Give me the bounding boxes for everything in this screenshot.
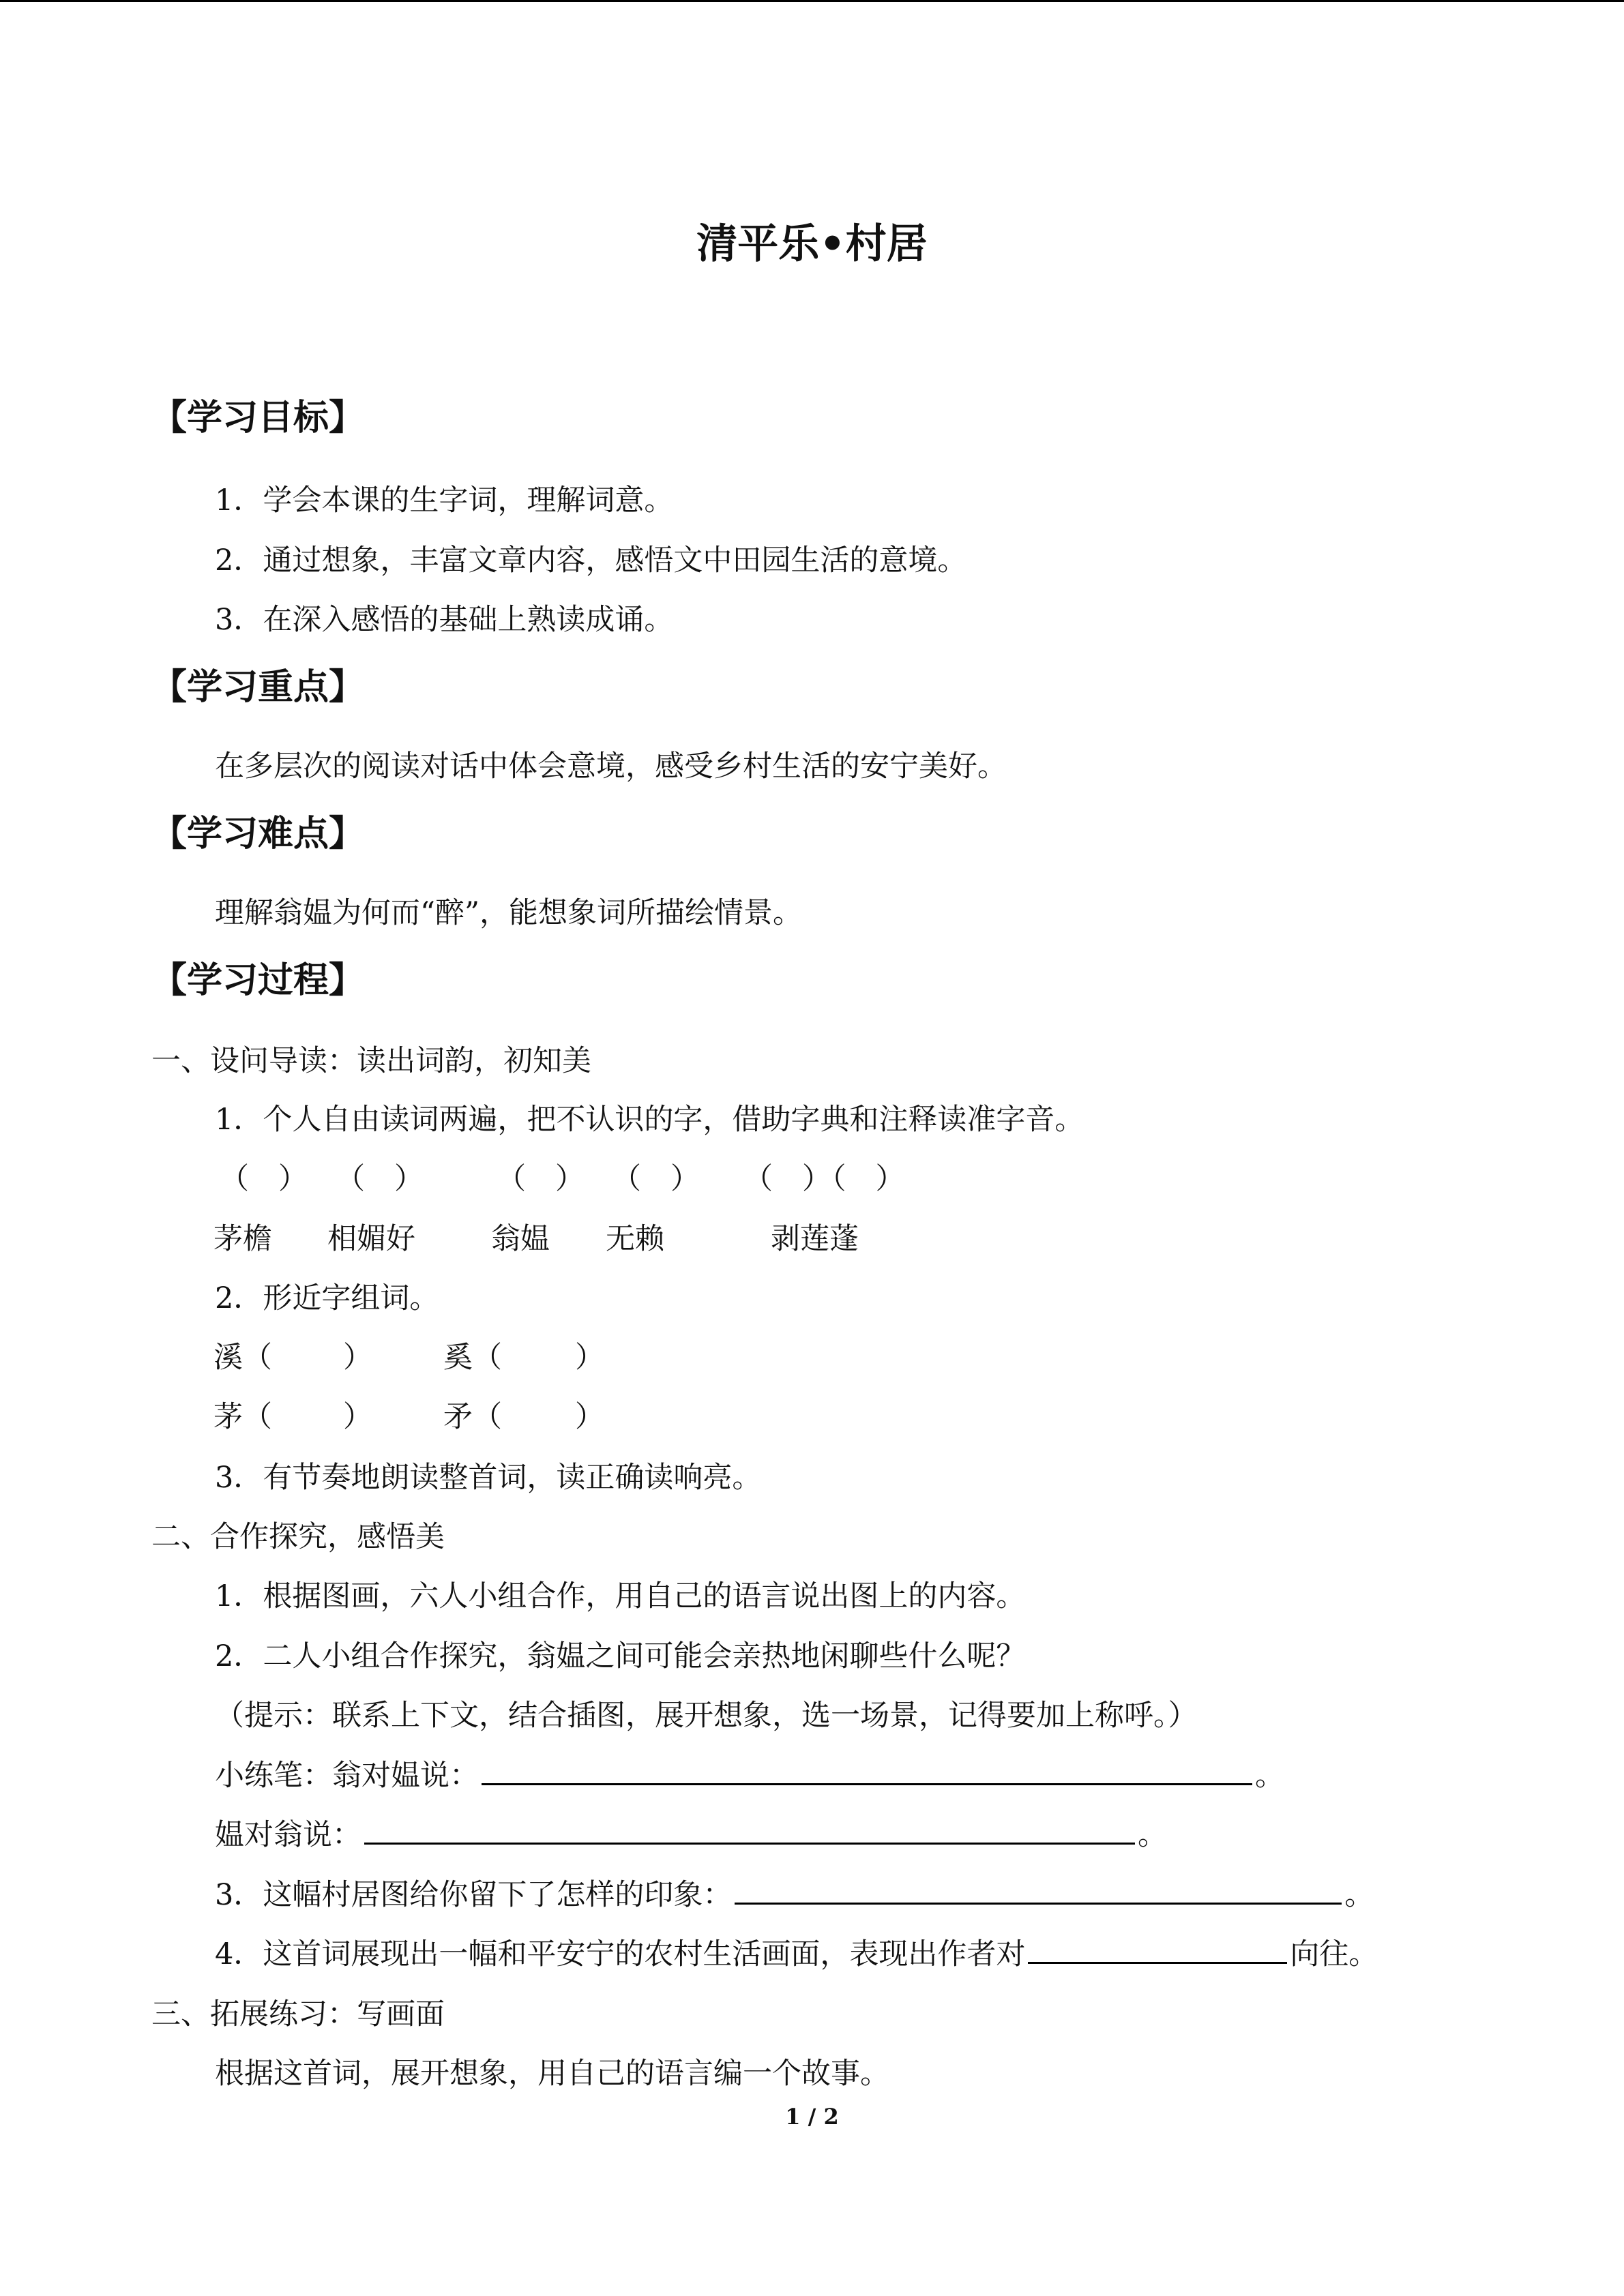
goal-item-2: 2．通过想象，丰富文章内容，感悟文中田园生活的意境。: [215, 543, 967, 578]
section1-q2: 2．形近字组词。: [215, 1281, 439, 1315]
difficulty-text: 理解翁媪为何而“醉”，能想象词所描绘情景。: [215, 896, 802, 930]
pair1-left-open: 溪（: [213, 1341, 272, 1375]
pinyin-paren-4[interactable]: （ ）: [612, 1162, 700, 1196]
section2-q3-line: [215, 1872, 1374, 1913]
section2-q4-start: 4．这首词展现出一幅和平安宁的农村生活画面，表现出作者对: [215, 1937, 1026, 1971]
impression-blank[interactable]: [735, 1878, 1342, 1905]
process-heading: 【学习过程】: [151, 960, 365, 1001]
practice-ao-period: 。: [1138, 1818, 1167, 1852]
word-wulai: 无赖: [606, 1222, 664, 1256]
section2-q3-period: 。: [1344, 1878, 1374, 1912]
pair2-left-close: ）: [343, 1400, 372, 1434]
page-number: 1 / 2: [785, 2104, 839, 2130]
practice-weng-label: 小练笔：翁对媪说：: [215, 1759, 479, 1793]
focus-text: 在多层次的阅读对话中体会意境，感受乡村生活的安宁美好。: [215, 749, 1007, 784]
page-top-border: [0, 0, 1624, 2]
practice-weng-period: 。: [1255, 1759, 1284, 1793]
pinyin-paren-1[interactable]: （ ）: [220, 1162, 308, 1196]
pinyin-paren-3[interactable]: （ ）: [497, 1162, 585, 1196]
page-title: 清平乐•村居: [696, 220, 928, 268]
goal-item-1: 1．学会本课的生字词，理解词意。: [215, 483, 674, 518]
section2-hint: （提示：联系上下文，结合插图，展开想象，选一场景，记得要加上称呼。）: [215, 1699, 1198, 1733]
difficulty-heading: 【学习难点】: [151, 814, 365, 854]
section3-title: 三、拓展练习：写画面: [151, 1997, 445, 2031]
focus-heading: 【学习重点】: [151, 667, 365, 708]
word-xiangmeihao: 相媚好: [327, 1222, 415, 1256]
word-wengao: 翁媪: [491, 1222, 550, 1256]
word-maoyan: 茅檐: [213, 1222, 272, 1256]
section1-q3: 3．有节奏地朗读整首词，读正确读响亮。: [215, 1461, 762, 1495]
section1-title: 一、设问导读：读出词韵，初知美: [151, 1044, 591, 1078]
pinyin-paren-5[interactable]: （ ）（ ）: [743, 1162, 905, 1196]
pinyin-paren-2[interactable]: （ ）: [336, 1162, 424, 1196]
practice-ao-line: [215, 1812, 1167, 1853]
practice-weng-line: [215, 1753, 1284, 1794]
goals-heading: 【学习目标】: [151, 398, 365, 438]
section2-q2: 2．二人小组合作探究，翁媪之间可能会亲热地闲聊些什么呢？: [215, 1639, 1026, 1673]
pair1-right-open: 奚（: [443, 1341, 502, 1375]
pair2-right-close: ）: [575, 1400, 604, 1434]
section3-text: 根据这首词，展开想象，用自己的语言编一个故事。: [215, 2057, 889, 2091]
practice-weng-blank[interactable]: [482, 1759, 1252, 1785]
author-attitude-blank[interactable]: [1028, 1937, 1287, 1964]
section2-q4-line: [215, 1931, 1378, 1973]
practice-ao-label: 媪对翁说：: [215, 1818, 361, 1852]
section2-q3: 3．这幅村居图给你留下了怎样的印象：: [215, 1878, 733, 1912]
pair2-left-open: 茅（: [213, 1400, 272, 1434]
practice-ao-blank[interactable]: [364, 1818, 1135, 1845]
pair2-right-open: 矛（: [443, 1400, 502, 1434]
section2-q4-end: 向往。: [1290, 1937, 1378, 1971]
word-baolianpeng: 剥莲蓬: [771, 1222, 859, 1256]
section2-title: 二、合作探究，感悟美: [151, 1520, 445, 1554]
pair1-right-close: ）: [575, 1341, 604, 1375]
pair1-left-close: ）: [343, 1341, 372, 1375]
section1-q1: 1．个人自由读词两遍，把不认识的字，借助字典和注释读准字音。: [215, 1103, 1084, 1137]
goal-item-3: 3．在深入感悟的基础上熟读成诵。: [215, 603, 674, 637]
section2-q1: 1．根据图画，六人小组合作，用自己的语言说出图上的内容。: [215, 1579, 1026, 1613]
